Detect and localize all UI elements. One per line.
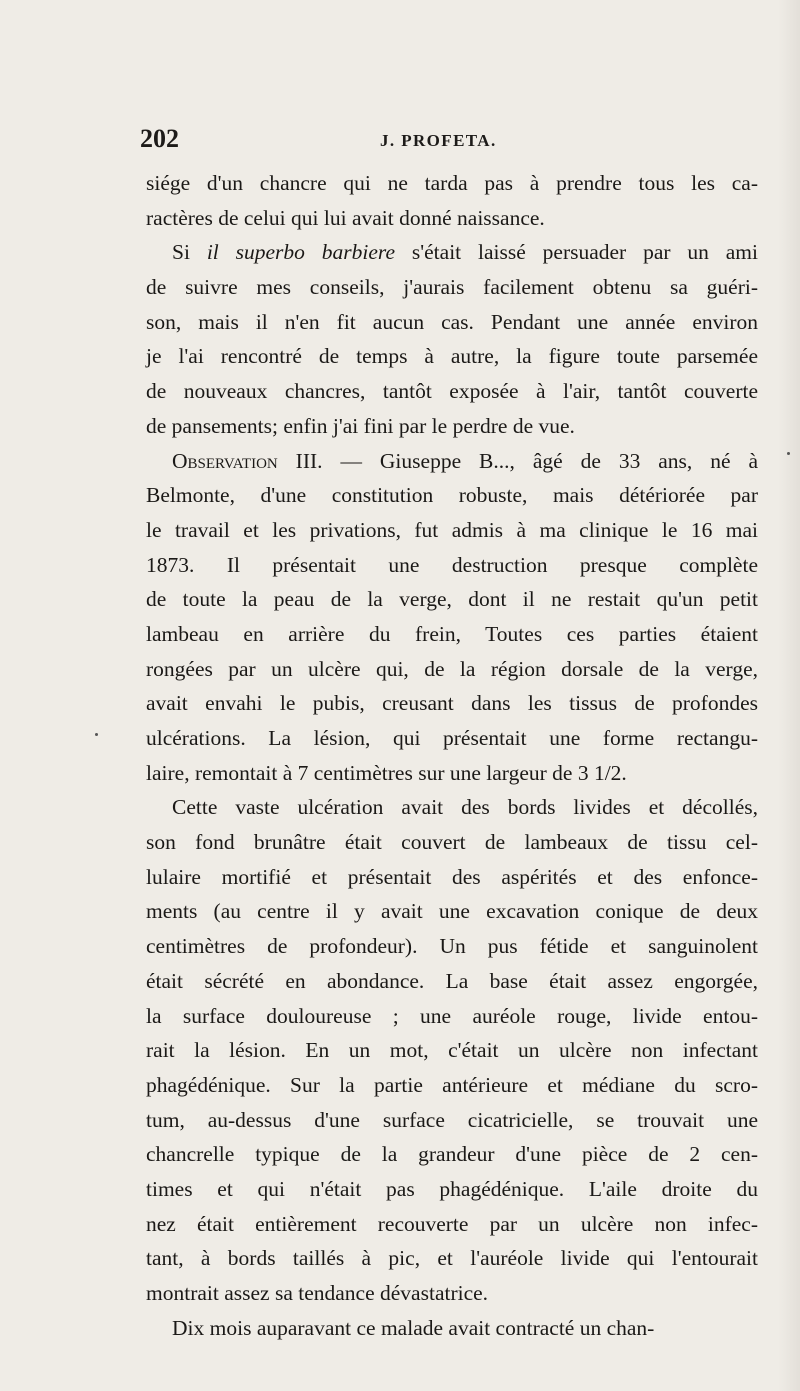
text-line: tum, au-dessus d'une surface cicatricielle, se trouvait une [146, 1107, 758, 1132]
text-line: était sécrété en abondance. La base était assez engorgée, [146, 968, 758, 993]
text-line: 1873. Il présentait une destruction presque complète [146, 552, 758, 577]
paragraph [146, 166, 758, 235]
text-line: Cette vaste ulcération avait des bords livides et décollés, [172, 795, 758, 820]
text-line: rongées par un ulcère qui, de la région dorsale de la verge, [146, 656, 758, 681]
text-line: lulaire mortifié et présentait des aspérités et des enfonce- [146, 864, 758, 889]
text-line: centimètres de profondeur). Un pus fétide et sanguinolent [146, 934, 758, 959]
paragraph [146, 1311, 758, 1346]
page-header [140, 124, 760, 162]
stray-mark-left [95, 733, 98, 736]
text-line: avait envahi le pubis, creusant dans les tissus de profondes [146, 691, 758, 716]
body-text [146, 166, 758, 1345]
text-line: times et qui n'était pas phagédénique. L'aile droite du [146, 1176, 758, 1201]
text-line: de toute la peau de la verge, dont il ne restait qu'un petit [146, 587, 758, 612]
text-line: ments (au centre il y avait une excavation conique de deux [146, 899, 758, 924]
text-line: son, mais il n'en fit aucun cas. Pendant une année environ [146, 309, 758, 334]
text-line: de nouveaux chancres, tantôt exposée à l'air, tantôt couverte [146, 379, 758, 404]
text-line: Belmonte, d'une constitution robuste, mais détériorée par [146, 483, 758, 508]
running-head: J. PROFETA. [380, 131, 497, 150]
text-line: la surface douloureuse ; une auréole rouge, livide entou- [146, 1003, 758, 1028]
text-line: de suivre mes conseils, j'aurais facilement obtenu sa guéri- [146, 275, 758, 300]
stray-mark-right [787, 452, 790, 455]
text-line: je l'ai rencontré de temps à autre, la figure toute parsemée [146, 344, 758, 369]
page-number: 202 [140, 124, 179, 153]
text-line: montrait assez sa tendance dévastatrice. [146, 1281, 489, 1305]
text-line: lambeau en arrière du frein, Toutes ces parties étaient [146, 621, 758, 646]
text-line: chancrelle typique de la grandeur d'une pièce de 2 cen- [146, 1142, 758, 1167]
text-line: ractères de celui qui lui avait donné naissance. [146, 205, 545, 230]
text-run: — Giuseppe B..., âgé de 33 ans, né à [322, 448, 758, 473]
text-line: phagédénique. Sur la partie antérieure et médiane du scro- [146, 1072, 758, 1097]
paragraph [146, 444, 758, 791]
text-line: Dix mois auparavant ce malade avait contracté un chan- [172, 1315, 655, 1340]
text-line: ulcérations. La lésion, qui présentait une forme rectangu- [146, 726, 758, 750]
text-line: nez était entièrement recouverte par un ulcère non infec- [146, 1211, 758, 1236]
italic-phrase: il superbo barbiere [206, 240, 396, 265]
text-line [146, 444, 758, 479]
page-edge-shadow [778, 0, 800, 1391]
text-line: siége d'un chancre qui ne tarda pas à prendre tous les ca- [146, 171, 758, 195]
text-line: son fond brunâtre était couvert de lambeaux de tissu cel- [146, 830, 758, 855]
text-run: s'était laissé persuader par un ami [395, 240, 759, 265]
text-line: de pansements; enfin j'ai fini par le perdre de vue. [146, 413, 575, 438]
text-run: Si [172, 240, 207, 265]
observation-heading: Observation III. [172, 448, 323, 473]
text-line [146, 235, 758, 270]
text-line: laire, remontait à 7 centimètres sur une largeur de 3 1/2. [146, 760, 627, 785]
text-line: le travail et les privations, fut admis à ma clinique le 16 mai [146, 517, 758, 542]
text-line: rait la lésion. En un mot, c'était un ulcère non infectant [146, 1038, 758, 1063]
paragraph [146, 235, 758, 443]
text-line: tant, à bords taillés à pic, et l'auréole livide qui l'entourait [146, 1246, 758, 1271]
paragraph [146, 790, 758, 1310]
